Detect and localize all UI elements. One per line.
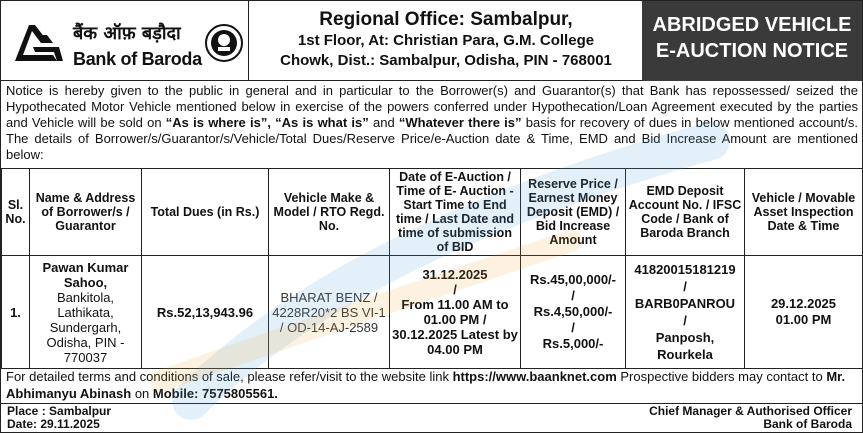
cell-vehicle: BHARAT BENZ / 4228R20*2 BS VI-1 / OD-14-AJ-2589 [269,256,390,369]
office-address-line2: Chowk, Dist.: Sambalpur, Odisha, PIN - 768001 [280,52,612,69]
emd-separator-1: / [683,279,687,294]
notice-footer [1,403,862,432]
reserve-price: Rs.45,00,000/- [529,272,616,287]
intro-paragraph [6,83,858,163]
cell-emd-account [626,256,745,369]
terms-mobile: Mobile: 7575805561. [152,386,278,401]
intro-text-2: and [368,115,399,130]
notice-title-line2: E-AUCTION NOTICE [655,40,849,62]
footer-place-date [7,405,111,431]
cell-sl-no: 1. [2,256,30,369]
price-separator-1: / [571,288,575,303]
header-total-dues: Total Dues (in Rs.) [142,169,269,256]
emd-separator-2: / [683,313,687,328]
price-separator-2: / [571,320,575,335]
terms-text-3: on [131,386,153,401]
cell-total-dues: Rs.52,13,943.96 [142,256,269,369]
footer-date: Date: 29.11.2025 [7,417,100,431]
auction-date-separator: / [453,282,457,297]
office-address-line1: 1st Floor, At: Christian Para, G.M. College [297,32,595,49]
header-vehicle: Vehicle Make & Model / RTO Regd. No. [269,169,390,256]
bid-increase-amount: Rs.5,000/- [542,336,604,351]
inspection-time: 01.00 PM [775,312,832,327]
header-reserve-price: Reserve Price / Earnest Money Deposit (EMD) / Bid Increase Amount [521,169,626,256]
intro-text-1: Notice is hereby given to the public in general and in particular to the Borrower(s) and Guarantor(s) that Bank has repossessed/ seized the Hypothecated Motor Vehicle mentioned below in exercise of the powers conferred under Hypothecation/Loan Agreement executed by the parties and Vehicle will be sold on [6,83,858,130]
bank-name-hindi: बैंक ऑफ़ बड़ौदा [73,23,181,44]
notice-title-line1: ABRIDGED VEHICLE [652,14,852,36]
intro-bold-2: “Whatever there is” [398,115,522,130]
cell-reserve-price [521,256,626,369]
emd-branch: Panposh, Rourkela [655,330,715,362]
bank-emblem-icon [204,23,244,63]
borrower-address: Bankitola, Lathikata, Sundergarh, Odisha, PIN - 770037 [46,289,125,365]
header-inspection: Vehicle / Movable Asset Inspection Date & Time [745,169,863,256]
cell-auction-date [390,256,521,369]
footer-signatory [649,405,852,431]
table-row [2,256,863,369]
notice-title-box [642,1,862,81]
emd-account-no: 41820015181219 [634,262,736,277]
terms-text-2: Prospective bidders may contact to [616,369,827,384]
emd-amount: Rs.4,50,000/- [533,304,613,319]
terms-website-link[interactable]: https://www.baanknet.com [452,369,617,384]
auction-table [1,168,863,369]
regional-office-title: Regional Office: Sambalpur, [319,9,573,30]
terms-text-1: For detailed terms and conditions of sale, please refer/visit to the website link [6,369,453,384]
intro-text-3: basis for recovery of dues in below mentioned account/s. The details of Borrower/s/Guarantor/s/Vehicle/Total Dues/Reserve Price/e-Auction date & Time, EMD and Bid Increase Amount are mentioned below: [6,115,858,162]
terms-paragraph [6,368,858,402]
bank-logo-area [1,1,249,81]
auction-time: From 11.00 AM to 01.00 PM / [401,297,509,327]
header-sl-no: Sl. No. [2,169,30,256]
cell-inspection [745,256,863,369]
header-emd-account: EMD Deposit Account No. / IFSC Code / Bank of Baroda Branch [626,169,745,256]
notice-header [1,1,862,81]
borrower-name: Pawan Kumar Sahoo, [42,259,129,290]
regional-office-block [251,1,641,81]
bid-last-date: 30.12.2025 Latest by 04.00 PM [392,327,518,357]
intro-bold-1: “As is where is”, “As is what is” [165,115,369,130]
inspection-date: 29.12.2025 [770,296,837,311]
footer-bank: Bank of Baroda [763,417,852,431]
footer-designation: Chief Manager & Authorised Officer [649,404,852,418]
terms-contact-name: Mr. Abhimanyu Abinash [6,369,846,401]
emd-ifsc: BARB0PANROU [634,296,736,311]
header-borrower: Name & Address of Borrower/s / Guarantor [30,169,142,256]
bank-of-baroda-logo-icon [13,21,65,63]
table-header-row [2,169,863,256]
auction-date: 31.12.2025 [422,267,488,282]
footer-place: Place : Sambalpur [7,404,112,418]
header-auction-date: Date of E-Auction / Time of E- Auction - Start Time to End time / Last Date and time of submission of BID [390,169,521,256]
cell-borrower [30,256,142,369]
bank-name-english: Bank of Baroda [73,49,202,69]
